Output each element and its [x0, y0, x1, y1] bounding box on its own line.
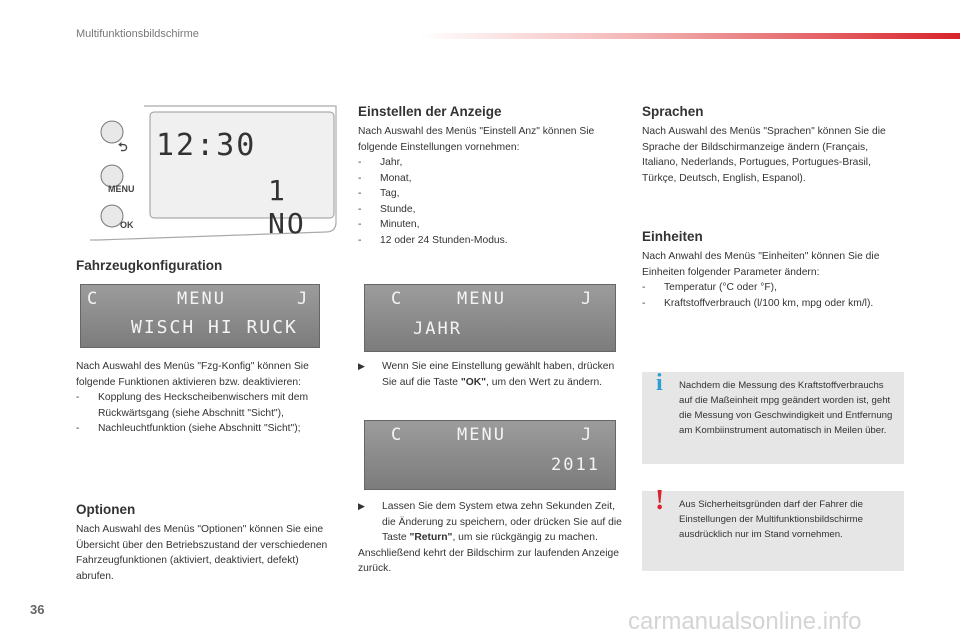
step-text: , um den Wert zu ändern. [486, 376, 603, 388]
list-item: - Kraftstoffverbrauch (l/100 km, mpg oder km/l). [642, 296, 908, 312]
ok-button-label: OK [120, 220, 134, 230]
warning-note-box [642, 485, 904, 571]
step-text: , um sie rückgängig zu machen. [452, 532, 598, 543]
lcd-line1-menu: MENU [457, 289, 506, 309]
lcd-time: 12:30 [156, 128, 257, 163]
lcd-line1-menu: MENU [177, 289, 226, 309]
info-note-text: Nachdem die Messung des Kraftstoffverbrauchs auf die Maßeinheit mpg geändert worden ist, geht die Messung von Geschwindigkeit und Entfernung am Kombiinstrument automatisch in Meilen über. [679, 380, 893, 436]
section-title-sprachen: Sprachen [642, 104, 704, 119]
arrow-bullet-icon: ▶ [358, 361, 365, 371]
list-item: - Temperatur (°C oder °F), [642, 280, 908, 296]
section-title-einheiten: Einheiten [642, 229, 703, 244]
anzeige-body [358, 124, 608, 248]
lcd-line2: WISCH HI RUCK [131, 317, 298, 338]
list-item: - 12 oder 24 Stunden-Modus. [358, 233, 608, 249]
sprachen-text: Nach Auswahl des Menüs "Sprachen" können Sie die Sprache der Bildschirmanzeige ändern (Français, Italiano, Nederlands, Portugues, Portugues-Brasil, Türkçe, Deutsch, English, Espanol). [642, 126, 886, 184]
fahrzeug-intro: Nach Auswahl des Menüs "Fzg-Konfig" können Sie folgende Funktionen aktivieren bzw. deaktivieren: [76, 361, 309, 388]
anzeige-step-ok [358, 359, 620, 390]
list-item: - Stunde, [358, 202, 608, 218]
anzeige-after-text: Anschließend kehrt der Bildschirm zur laufenden Anzeige zurück. [358, 547, 619, 574]
page-number: 36 [30, 602, 45, 617]
lcd-line1-right: J [581, 425, 594, 445]
anzeige-step-return [358, 499, 622, 577]
list-item: - Tag, [358, 186, 608, 202]
header-accent-bar [420, 33, 960, 39]
lcd-line1-right: J [297, 289, 310, 309]
list-item: - Kopplung des Heckscheibenwischers mit dem Rückwärtsgang (siehe Abschnitt "Sicht"), [76, 390, 338, 421]
lcd-line1-right: J [581, 289, 594, 309]
step-text: Wenn Sie eine Einstellung gewählt haben, drücken Sie auf die Taste [382, 361, 615, 388]
lcd-line2: 2011 [551, 455, 600, 475]
info-note-box [642, 372, 904, 464]
running-header: Multifunktionsbildschirme [76, 28, 199, 40]
einheiten-body [642, 249, 908, 311]
list-item: - Monat, [358, 171, 608, 187]
step-text: Lassen Sie dem System etwa zehn Sekunden Zeit, die Änderung zu speichern, oder drücken Sie auf die Taste [382, 501, 622, 543]
list-item: - Jahr, [358, 155, 608, 171]
lcd-jahr-display [364, 284, 616, 352]
lcd-wisch-display [80, 284, 320, 348]
return-key-label: "Return" [409, 532, 453, 543]
list-item: - Minuten, [358, 217, 608, 233]
display-device-illustration [88, 104, 338, 242]
return-button-label: ⮌ [118, 140, 128, 154]
menu-button-label: MENU [108, 184, 135, 194]
lcd-line1-left: C [391, 289, 404, 309]
list-item: - Nachleuchtfunktion (siehe Abschnitt "Sicht"); [76, 421, 338, 437]
info-icon: i [656, 370, 663, 396]
ok-key-label: "OK" [460, 376, 487, 388]
lcd-line1-menu: MENU [457, 425, 506, 445]
einheiten-intro: Nach Anwahl des Menüs "Einheiten" können Sie die Einheiten folgender Parameter ändern: [642, 251, 880, 278]
optionen-text: Nach Auswahl des Menüs "Optionen" können Sie eine Übersicht über den Betriebszustand der verschiedenen Fahrzeugfunktionen (aktiviert, deaktiviert, defekt) abrufen. [76, 524, 328, 582]
section-title-fahrzeugkonfiguration: Fahrzeugkonfiguration [76, 258, 223, 273]
anzeige-intro: Nach Auswahl des Menüs "Einstell Anz" können Sie folgende Einstellungen vornehmen: [358, 126, 595, 153]
section-title-optionen: Optionen [76, 502, 136, 517]
section-title-anzeige: Einstellen der Anzeige [358, 104, 502, 119]
lcd-line1-left: C [87, 289, 100, 309]
lcd-bottom-text: 1 NO [268, 174, 306, 240]
lcd-year-value-display [364, 420, 616, 490]
arrow-bullet-icon: ▶ [358, 501, 365, 511]
lcd-line2: JAHR [413, 319, 462, 339]
warning-icon: ! [655, 485, 665, 516]
fahrzeug-body [76, 359, 338, 437]
watermark: carmanualsonline.info [628, 608, 862, 635]
warning-note-text: Aus Sicherheitsgründen darf der Fahrer die Einstellungen der Multifunktionsbildschirme ausdrücklich nur im Stand vornehmen. [679, 499, 863, 540]
lcd-line1-left: C [391, 425, 404, 445]
